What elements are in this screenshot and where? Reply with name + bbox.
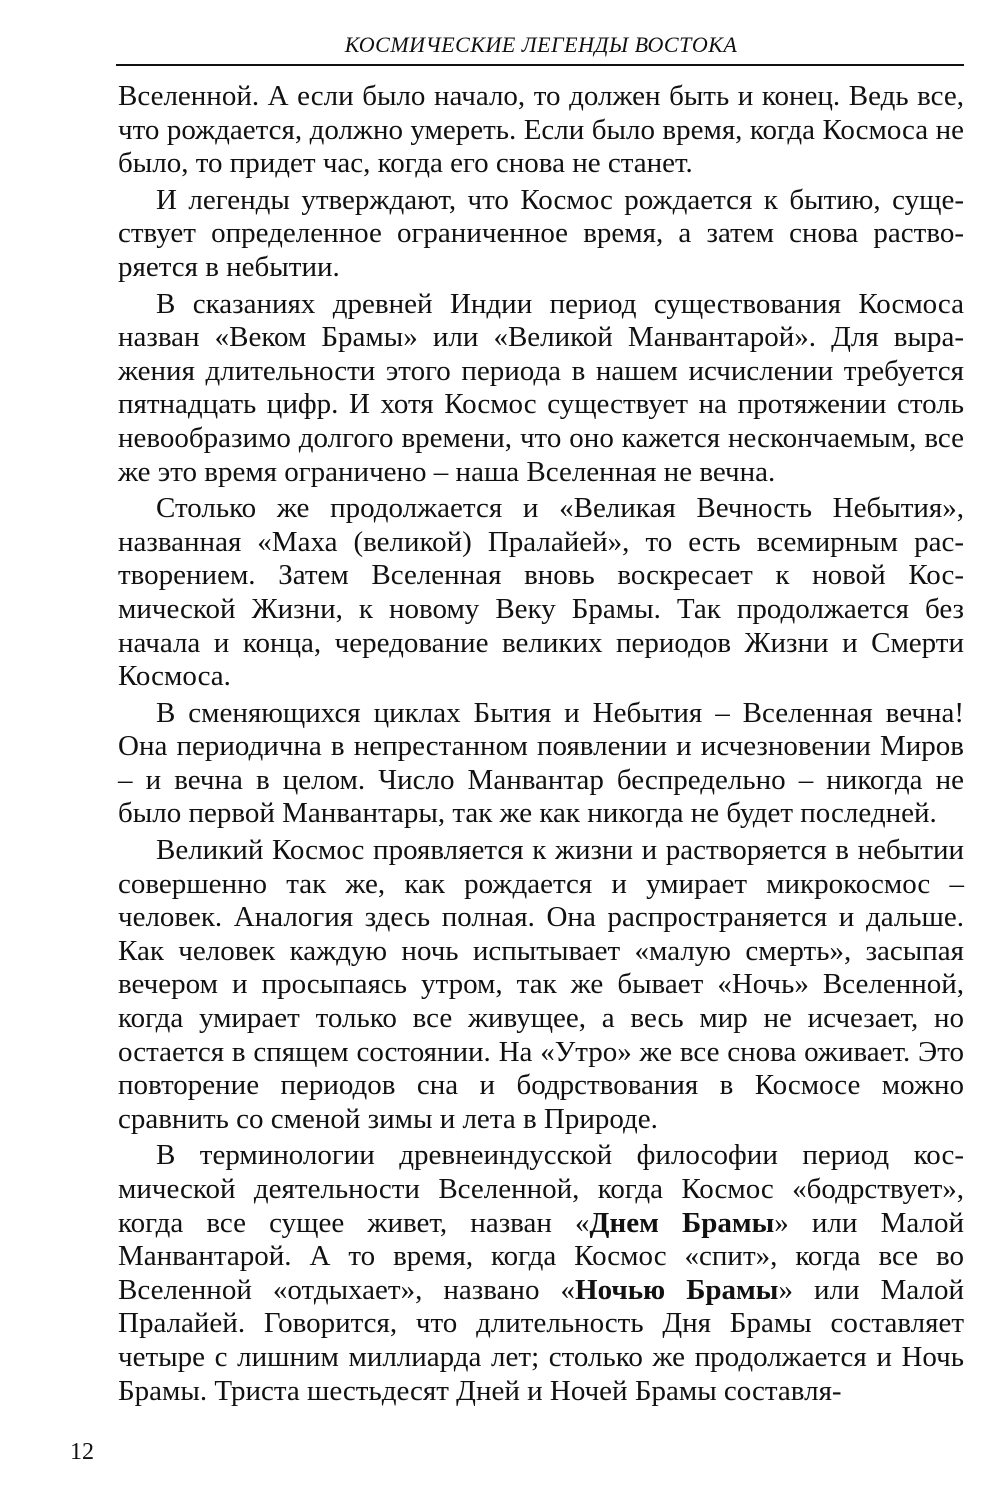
paragraph-5: В сменяющихся циклах Бытия и Небытия – Вселенная вечна! Она периодична в непрестанном появлении и исчезновении Миров – и вечна в целом. Число Манвантар беспредельно – никогда не было первой Манвантары, так же как никогда не будет последней. [118,696,964,830]
running-title: КОСМИЧЕСКИЕ ЛЕГЕНДЫ ВОСТОКА [344,32,738,57]
paragraph-7-part-a: В терминологии древнеиндусской философии период космической деятельности Вселенной, когда Космос «бодрствует», когда все сущее живет, назван « [118,1139,964,1239]
paragraph-6: Великий Космос проявляется к жизни и растворяется в небытии совершенно так же, как рождается и умирает микрокосмос – человек. Аналогия здесь полная. Она распространяется и дальше. Как человек каждую ночь испытывает «малую смерть», засыпая вечером и просыпаясь утром, так же бывает «Ночь» Вселенной, когда умирает только все живущее, а весь мир не исчезает, но остается в спящем состоянии. На «Утро» же все снова оживает. Это повторение периодов сна и бодрствования в Космосе можно сравнить со сменой зимы и лета в Природе. [118,834,964,1135]
paragraph-7-part-b: » или Малой Манвантарой. А то время, когда Космос «спит», когда все во Вселенной «отдыхает», названо « [118,1206,964,1306]
paragraph-2: И легенды утверждают, что Космос рождается к бытию, существует определенное ограниченное время, а затем снова растворяется в небытии. [118,183,964,283]
body-text [118,80,964,1411]
term-night-of-brahma: Ночью Брамы [575,1273,779,1306]
header-rule [116,64,964,66]
paragraph-1: Вселенной. А если было начало, то должен быть и конец. Ведь все, что рождается, должно умереть. Если было время, когда Космоса не было, то придет час, когда его снова не станет. [118,80,964,180]
term-day-of-brahma: Днем Брамы [589,1206,775,1239]
paragraph-3: В сказаниях древней Индии период существования Космоса назван «Веком Брамы» или «Великой Манвантарой». Для выражения длительности этого периода в нашем исчислении требуется пятнадцать цифр. И хотя Космос существует на протяжении столь невообразимо долгого времени, что оно кажется нескончаемым, все же это время ограничено – наша Вселенная не вечна. [118,287,964,488]
paragraph-7 [118,1139,964,1408]
paragraph-4: Столько же продолжается и «Великая Вечность Небытия», названная «Маха (великой) Пралайей», то есть всемирным растворением. Затем Вселенная вновь воскресает к новой Космической Жизни, к новому Веку Брамы. Так продолжается без начала и конца, чередование великих периодов Жизни и Смерти Космоса. [118,492,964,693]
page-number: 12 [70,1439,94,1465]
paragraph-7-part-c: » или Малой Пралайей. Говорится, что длительность Дня Брамы составляет четыре с лишним миллиарда лет; столько же продолжается и Ночь Брамы. Триста шестьдесят Дней и Ночей Брамы составля- [118,1273,964,1407]
